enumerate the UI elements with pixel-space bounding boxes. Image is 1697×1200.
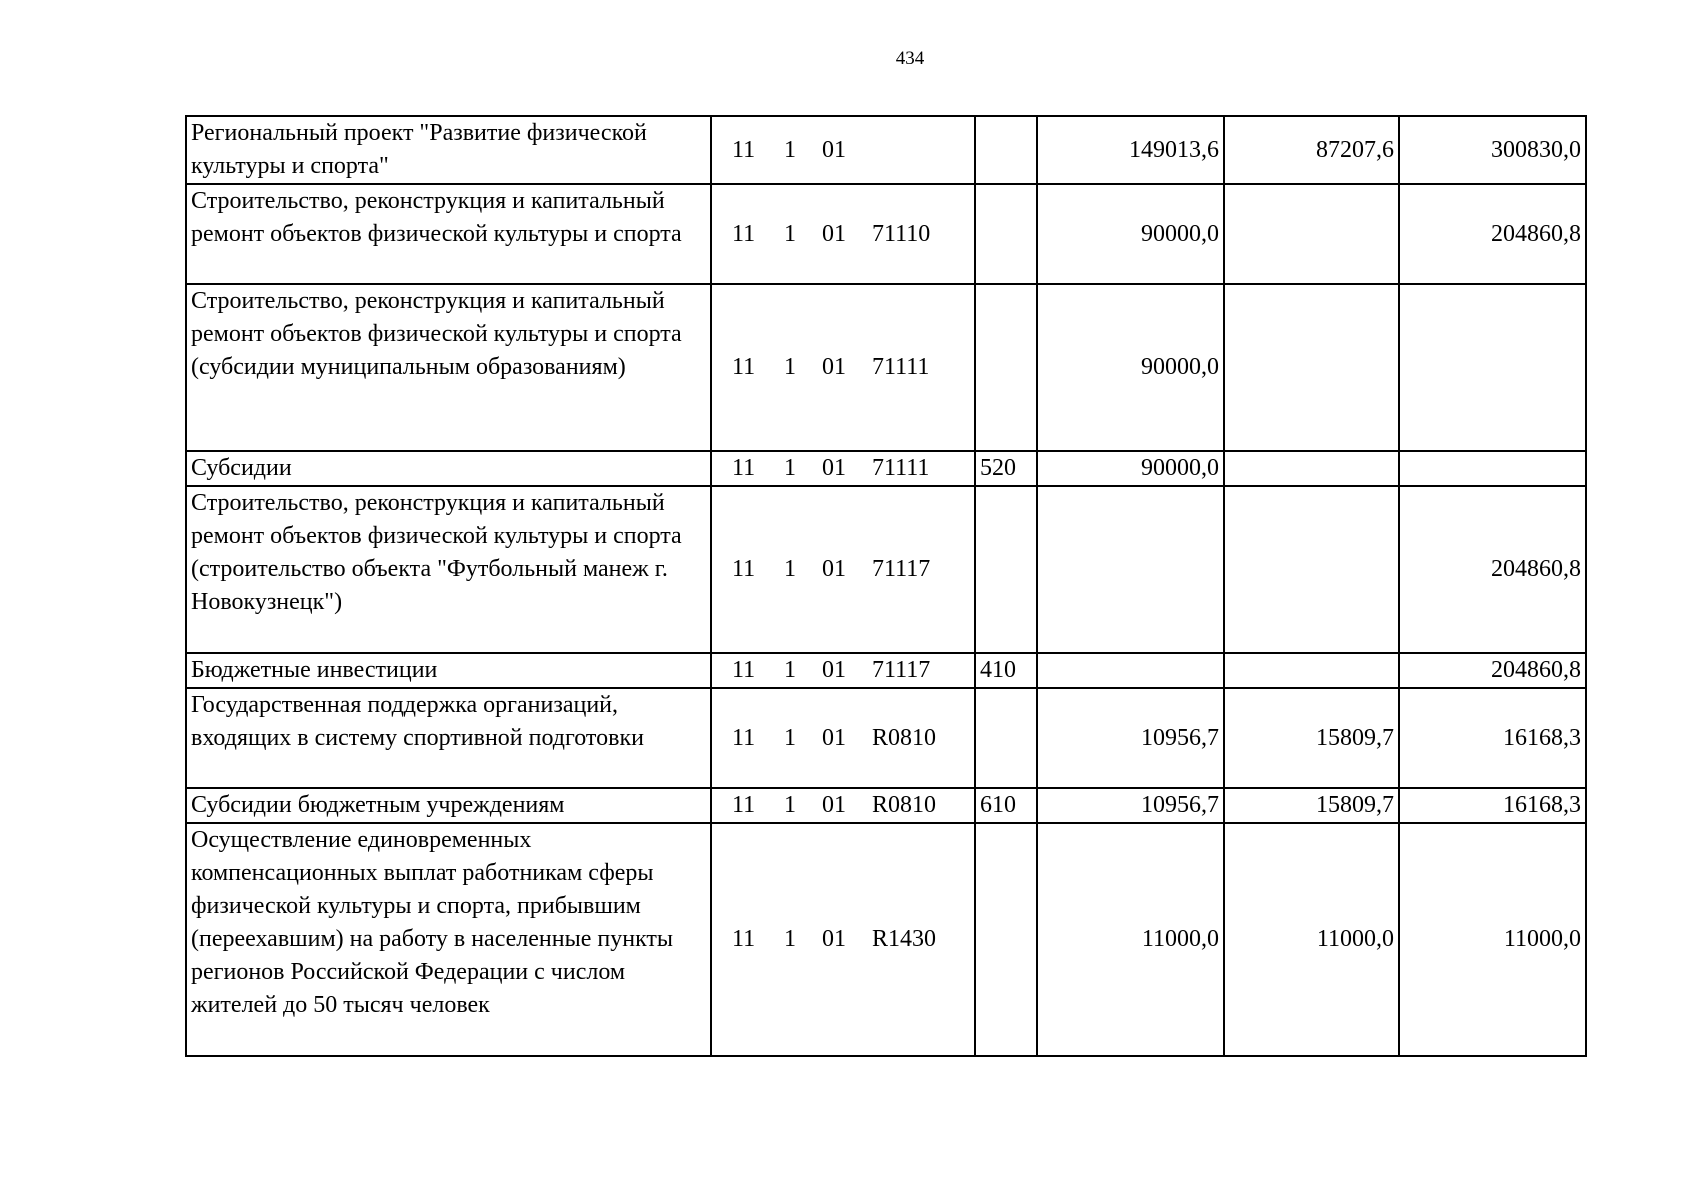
table-row [186, 284, 1586, 451]
amount-v1: 10956,7 [1037, 688, 1224, 788]
expense-type-code: 410 [975, 653, 1037, 688]
expense-type-code [975, 486, 1037, 653]
table-row [186, 653, 1586, 688]
amount-v1 [1037, 653, 1224, 688]
page-number: 434 [895, 48, 925, 69]
amount-v1: 90000,0 [1037, 451, 1224, 486]
code-c4: R0810 [872, 724, 937, 751]
row-code-cell [711, 823, 975, 1056]
amount-v2 [1224, 486, 1399, 653]
code-c4: 71117 [872, 556, 931, 582]
code-c3: 01 [822, 926, 846, 952]
code-c3: 01 [822, 657, 846, 683]
expense-type-code: 610 [975, 788, 1037, 823]
table-row [186, 116, 1586, 184]
code-c4: R0810 [872, 792, 937, 818]
row-code-cell [711, 788, 975, 823]
table-row [186, 823, 1586, 1056]
expense-type-code [975, 184, 1037, 284]
expense-type-code [975, 284, 1037, 451]
code-c1: 11 [732, 136, 756, 163]
expense-type-code [975, 116, 1037, 184]
row-name: Региональный проект "Развитие физической культуры и спорта" [186, 116, 711, 184]
code-c1: 11 [732, 455, 756, 481]
expense-type-code [975, 688, 1037, 788]
amount-v3: 204860,8 [1399, 653, 1586, 688]
row-code-cell [711, 116, 975, 184]
amount-v3: 11000,0 [1399, 823, 1586, 1056]
code-c4: 71111 [872, 455, 930, 481]
code-c2: 1 [784, 220, 796, 247]
row-code-cell [711, 688, 975, 788]
code-c3: 01 [822, 792, 846, 818]
amount-v2 [1224, 284, 1399, 451]
amount-v1: 10956,7 [1037, 788, 1224, 823]
code-c1: 11 [732, 657, 756, 683]
amount-v2: 87207,6 [1224, 116, 1399, 184]
code-c3: 01 [822, 354, 846, 380]
row-name: Субсидии бюджетным учреждениям [186, 788, 711, 823]
code-c1: 11 [732, 220, 756, 247]
code-c4: 71111 [872, 354, 930, 380]
code-c4: 71110 [872, 220, 931, 247]
amount-v1 [1037, 486, 1224, 653]
code-c1: 11 [732, 926, 756, 952]
row-code-cell [711, 653, 975, 688]
row-name: Осуществление единовременных компенсационных выплат работникам сферы физической культуры и спорта, прибывшим (переехавшим) на работу в населенные пункты регионов Российской Федерации с числом жителей до 50 тысяч человек [186, 823, 711, 1056]
amount-v3: 16168,3 [1399, 688, 1586, 788]
amount-v2 [1224, 653, 1399, 688]
table-row [186, 788, 1586, 823]
budget-table [185, 115, 1587, 1057]
amount-v1: 90000,0 [1037, 184, 1224, 284]
amount-v3: 204860,8 [1399, 486, 1586, 653]
code-c2: 1 [784, 136, 796, 163]
code-c1: 11 [732, 724, 756, 751]
row-code-cell [711, 486, 975, 653]
code-c1: 11 [732, 354, 756, 380]
code-c3: 01 [822, 136, 846, 163]
row-name: Государственная поддержка организаций, входящих в систему спортивной подготовки [186, 688, 711, 788]
code-c2: 1 [784, 455, 796, 481]
amount-v3 [1399, 284, 1586, 451]
code-c3: 01 [822, 455, 846, 481]
table-row [186, 688, 1586, 788]
code-c3: 01 [822, 556, 846, 582]
expense-type-code [975, 823, 1037, 1056]
amount-v1: 90000,0 [1037, 284, 1224, 451]
budget-table-body [186, 116, 1586, 1056]
amount-v3 [1399, 451, 1586, 486]
code-c4: 71117 [872, 657, 931, 683]
code-c2: 1 [784, 556, 796, 582]
table-row [186, 486, 1586, 653]
amount-v1: 11000,0 [1037, 823, 1224, 1056]
code-c4: R1430 [872, 926, 937, 952]
code-c1: 11 [732, 556, 756, 582]
row-name: Бюджетные инвестиции [186, 653, 711, 688]
amount-v2: 15809,7 [1224, 788, 1399, 823]
code-c2: 1 [784, 724, 796, 751]
amount-v3: 204860,8 [1399, 184, 1586, 284]
amount-v3: 16168,3 [1399, 788, 1586, 823]
amount-v2 [1224, 184, 1399, 284]
table-row [186, 451, 1586, 486]
code-c1: 11 [732, 792, 756, 818]
row-name: Строительство, реконструкция и капитальный ремонт объектов физической культуры и спорта (строительство объекта "Футбольный манеж г. Новокузнецк") [186, 486, 711, 653]
row-code-cell [711, 184, 975, 284]
code-c3: 01 [822, 724, 846, 751]
row-name: Строительство, реконструкция и капитальный ремонт объектов физической культуры и спорта (субсидии муниципальным образованиям) [186, 284, 711, 451]
row-code-cell [711, 284, 975, 451]
amount-v2: 11000,0 [1224, 823, 1399, 1056]
code-c2: 1 [784, 354, 796, 380]
amount-v2 [1224, 451, 1399, 486]
table-row [186, 184, 1586, 284]
code-c3: 01 [822, 220, 846, 247]
row-code-cell [711, 451, 975, 486]
code-c2: 1 [784, 792, 796, 818]
amount-v2: 15809,7 [1224, 688, 1399, 788]
row-name: Строительство, реконструкция и капитальный ремонт объектов физической культуры и спорта [186, 184, 711, 284]
code-c2: 1 [784, 657, 796, 683]
amount-v3: 300830,0 [1399, 116, 1586, 184]
amount-v1: 149013,6 [1037, 116, 1224, 184]
row-name: Субсидии [186, 451, 711, 486]
expense-type-code: 520 [975, 451, 1037, 486]
code-c2: 1 [784, 926, 796, 952]
